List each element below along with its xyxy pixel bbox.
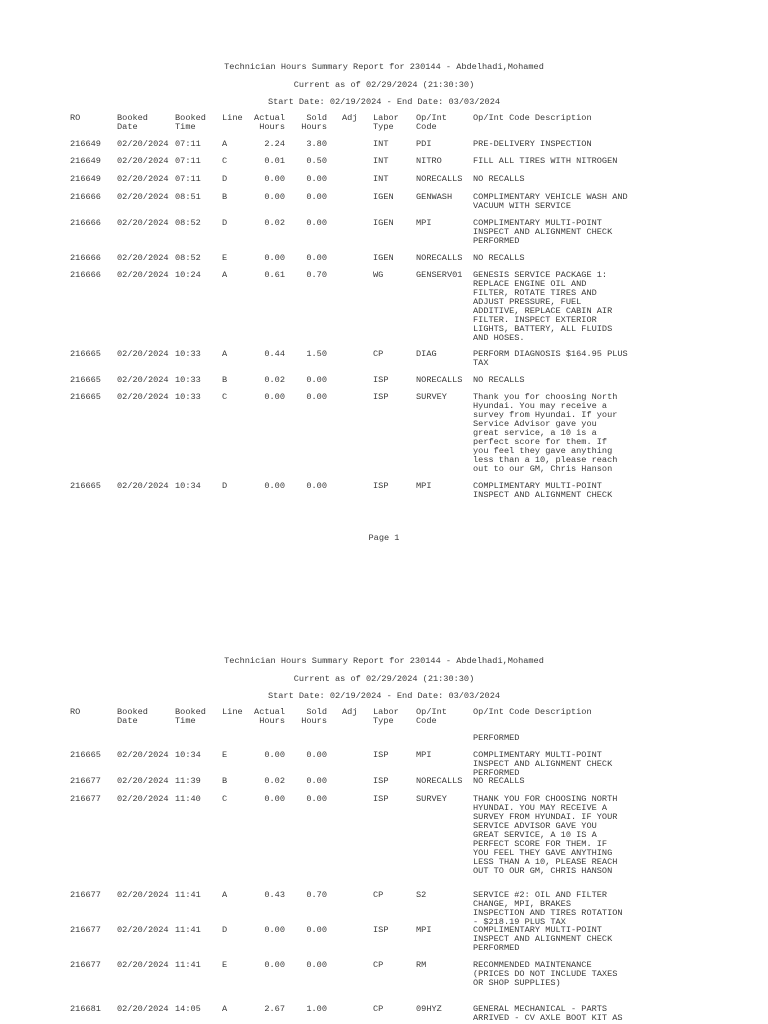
row-op-code: MPI: [416, 750, 432, 760]
col-ro: RO: [70, 707, 81, 717]
row-line: B: [222, 375, 228, 385]
row-sold-hours: 3.80: [306, 139, 327, 149]
current-as-of: Current as of 02/29/2024 (21:30:30): [293, 80, 475, 90]
row-sold-hours: 0.00: [306, 776, 327, 786]
row-booked-time: 10:33: [175, 349, 201, 359]
row-booked-time: 10:33: [175, 375, 201, 385]
row-description: Thank you for choosing North Hyundai. You may receive a survey from Hyundai. If your Service Advisor gave you great service, a 10 is a perfect score for them. If you feel they gave anything less than a 10, please reach out to our GM, Chris Hanson: [473, 392, 618, 474]
row-booked-time: 10:34: [175, 750, 201, 760]
row-line: A: [222, 270, 228, 280]
row-description: NO RECALLS: [473, 375, 525, 385]
row-op-code: GENWASH: [416, 192, 453, 202]
row-booked-time: 11:41: [175, 925, 201, 935]
row-description: COMPLIMENTARY MULTI-POINT INSPECT AND ALIGNMENT CHECK: [473, 481, 613, 500]
row-booked-time: 10:24: [175, 270, 201, 280]
row-actual-hours: 0.00: [264, 253, 285, 263]
row-labor-type: ISP: [373, 925, 389, 935]
row-labor-type: ISP: [373, 481, 389, 491]
row-booked-date: 02/20/2024: [117, 794, 169, 804]
row-op-code: NORECALLS: [416, 776, 463, 786]
row-booked-date: 02/20/2024: [117, 392, 169, 402]
col-ro: RO: [70, 113, 81, 123]
row-line: D: [222, 218, 228, 228]
row-ro: 216677: [70, 890, 101, 900]
row-booked-time: 07:11: [175, 174, 201, 184]
row-booked-time: 11:39: [175, 776, 201, 786]
row-labor-type: ISP: [373, 776, 389, 786]
row-op-code: NORECALLS: [416, 375, 463, 385]
row-description: PERFORM DIAGNOSIS $164.95 PLUS TAX: [473, 349, 628, 368]
row-labor-type: CP: [373, 960, 384, 970]
row-booked-time: 08:52: [175, 253, 201, 263]
row-sold-hours: 0.70: [306, 890, 327, 900]
row-actual-hours: 0.00: [264, 794, 285, 804]
row-ro: 216666: [70, 192, 101, 202]
col-adj: Adj: [342, 707, 358, 717]
col-line: Line: [222, 707, 243, 717]
row-ro: 216649: [70, 174, 101, 184]
row-ro: 216666: [70, 218, 101, 228]
row-line: E: [222, 960, 228, 970]
row-labor-type: CP: [373, 349, 384, 359]
row-booked-date: 02/20/2024: [117, 750, 169, 760]
row-actual-hours: 0.00: [264, 481, 285, 491]
row-line: A: [222, 1004, 228, 1014]
row-op-code: S2: [416, 890, 427, 900]
row-labor-type: INT: [373, 139, 389, 149]
row-booked-time: 10:34: [175, 481, 201, 491]
row-line: E: [222, 253, 228, 263]
row-sold-hours: 0.00: [306, 481, 327, 491]
row-line: A: [222, 890, 228, 900]
row-ro: 216677: [70, 776, 101, 786]
row-ro: 216665: [70, 481, 101, 491]
row-booked-date: 02/20/2024: [117, 270, 169, 280]
row-description: THANK YOU FOR CHOOSING NORTH HYUNDAI. YOU MAY RECEIVE A SURVEY FROM HYUNDAI. IF YOUR SERVICE ADVISOR GAVE YOU GREAT SERVICE, A 10 IS A PERFECT SCORE FOR THEM. IF YOU FEEL THEY GAVE ANYTHING LESS THAN A 10, PLEASE REACH OUT TO OUR GM, CHRIS HANSON: [473, 794, 618, 876]
row-description: NO RECALLS: [473, 253, 525, 263]
row-actual-hours: 0.44: [264, 349, 285, 359]
row-labor-type: INT: [373, 174, 389, 184]
row-booked-date: 02/20/2024: [117, 139, 169, 149]
row-booked-date: 02/20/2024: [117, 890, 169, 900]
row-ro: 216649: [70, 139, 101, 149]
row-sold-hours: 0.00: [306, 375, 327, 385]
row-sold-hours: 1.00: [306, 1004, 327, 1014]
col-sold-hours: Sold Hours: [301, 707, 327, 726]
row-op-code: NORECALLS: [416, 253, 463, 263]
row-description: COMPLIMENTARY MULTI-POINT INSPECT AND ALIGNMENT CHECK PERFORMED: [473, 218, 613, 246]
row-booked-time: 08:51: [175, 192, 201, 202]
row-description: COMPLIMENTARY MULTI-POINT INSPECT AND ALIGNMENT CHECK PERFORMED: [473, 750, 613, 778]
row-sold-hours: 0.00: [306, 750, 327, 760]
row-booked-date: 02/20/2024: [117, 1004, 169, 1014]
col-adj: Adj: [342, 113, 358, 123]
row-booked-time: 14:05: [175, 1004, 201, 1014]
row-actual-hours: 0.02: [264, 375, 285, 385]
row-line: C: [222, 156, 228, 166]
row-description: PRE-DELIVERY INSPECTION: [473, 139, 592, 149]
continuation-text: PERFORMED: [473, 733, 520, 743]
row-actual-hours: 0.02: [264, 218, 285, 228]
row-sold-hours: 0.00: [306, 174, 327, 184]
row-sold-hours: 0.00: [306, 960, 327, 970]
col-booked-time: Booked Time: [175, 707, 206, 726]
row-description: GENERAL MECHANICAL - PARTS ARRIVED - CV AXLE BOOT KIT AS: [473, 1004, 623, 1023]
row-sold-hours: 0.00: [306, 192, 327, 202]
row-description: GENESIS SERVICE PACKAGE 1: REPLACE ENGINE OIL AND FILTER, ROTATE TIRES AND ADJUST PRESSURE, FUEL ADDITIVE, REPLACE CABIN AIR FILTER. INSPECT EXTERIOR LIGHTS, BATTERY, ALL FLUIDS AND HOSES.: [473, 270, 613, 343]
row-ro: 216649: [70, 156, 101, 166]
col-actual-hours: Actual Hours: [254, 707, 285, 726]
row-actual-hours: 2.67: [264, 1004, 285, 1014]
row-booked-date: 02/20/2024: [117, 925, 169, 935]
row-ro: 216677: [70, 925, 101, 935]
row-sold-hours: 0.00: [306, 925, 327, 935]
row-booked-date: 02/20/2024: [117, 218, 169, 228]
row-description: FILL ALL TIRES WITH NITROGEN: [473, 156, 618, 166]
row-sold-hours: 0.00: [306, 218, 327, 228]
row-op-code: 09HYZ: [416, 1004, 442, 1014]
row-sold-hours: 0.70: [306, 270, 327, 280]
row-actual-hours: 0.01: [264, 156, 285, 166]
row-labor-type: ISP: [373, 750, 389, 760]
col-description: Op/Int Code Description: [473, 707, 592, 717]
row-ro: 216665: [70, 750, 101, 760]
row-labor-type: IGEN: [373, 192, 394, 202]
row-booked-date: 02/20/2024: [117, 375, 169, 385]
row-line: B: [222, 192, 228, 202]
row-booked-date: 02/20/2024: [117, 960, 169, 970]
row-sold-hours: 0.00: [306, 794, 327, 804]
row-labor-type: IGEN: [373, 218, 394, 228]
report-title: Technician Hours Summary Report for 230144 - Abdelhadi,Mohamed: [224, 62, 544, 72]
row-line: D: [222, 925, 228, 935]
row-op-code: MPI: [416, 481, 432, 491]
row-labor-type: CP: [373, 890, 384, 900]
row-booked-date: 02/20/2024: [117, 192, 169, 202]
row-op-code: DIAG: [416, 349, 437, 359]
col-sold-hours: Sold Hours: [301, 113, 327, 132]
row-ro: 216665: [70, 392, 101, 402]
row-booked-time: 07:11: [175, 156, 201, 166]
col-labor-type: Labor Type: [373, 707, 399, 726]
row-labor-type: ISP: [373, 392, 389, 402]
page-number: Page 1: [368, 533, 400, 543]
row-labor-type: ISP: [373, 375, 389, 385]
row-ro: 216677: [70, 960, 101, 970]
report-page-2: [0, 594, 768, 1024]
current-as-of: Current as of 02/29/2024 (21:30:30): [293, 674, 475, 684]
col-line: Line: [222, 113, 243, 123]
row-op-code: RM: [416, 960, 427, 970]
row-ro: 216666: [70, 253, 101, 263]
col-booked-time: Booked Time: [175, 113, 206, 132]
row-booked-date: 02/20/2024: [117, 174, 169, 184]
row-labor-type: CP: [373, 1004, 384, 1014]
report-title: Technician Hours Summary Report for 230144 - Abdelhadi,Mohamed: [224, 656, 544, 666]
row-op-code: PDI: [416, 139, 432, 149]
row-labor-type: INT: [373, 156, 389, 166]
row-description: NO RECALLS: [473, 776, 525, 786]
row-actual-hours: 0.02: [264, 776, 285, 786]
row-description: NO RECALLS: [473, 174, 525, 184]
row-line: B: [222, 776, 228, 786]
col-labor-type: Labor Type: [373, 113, 399, 132]
row-labor-type: ISP: [373, 794, 389, 804]
row-labor-type: IGEN: [373, 253, 394, 263]
col-booked-date: Booked Date: [117, 707, 148, 726]
col-op-code: Op/Int Code: [416, 113, 447, 132]
row-op-code: MPI: [416, 925, 432, 935]
row-booked-time: 08:52: [175, 218, 201, 228]
row-ro: 216677: [70, 794, 101, 804]
row-labor-type: WG: [373, 270, 384, 280]
row-actual-hours: 0.00: [264, 192, 285, 202]
row-booked-date: 02/20/2024: [117, 349, 169, 359]
row-actual-hours: 0.00: [264, 750, 285, 760]
row-booked-date: 02/20/2024: [117, 481, 169, 491]
row-actual-hours: 0.00: [264, 174, 285, 184]
col-actual-hours: Actual Hours: [254, 113, 285, 132]
row-op-code: GENSERV01: [416, 270, 463, 280]
row-op-code: NORECALLS: [416, 174, 463, 184]
row-ro: 216666: [70, 270, 101, 280]
row-ro: 216665: [70, 375, 101, 385]
row-ro: 216681: [70, 1004, 101, 1014]
row-description: COMPLIMENTARY VEHICLE WASH AND VACUUM WITH SERVICE: [473, 192, 628, 211]
row-ro: 216665: [70, 349, 101, 359]
row-booked-date: 02/20/2024: [117, 253, 169, 263]
row-booked-date: 02/20/2024: [117, 156, 169, 166]
row-booked-time: 07:11: [175, 139, 201, 149]
row-line: C: [222, 794, 228, 804]
date-range: Start Date: 02/19/2024 - End Date: 03/03/2024: [267, 691, 501, 701]
row-description: RECOMMENDED MAINTENANCE (PRICES DO NOT INCLUDE TAXES OR SHOP SUPPLIES): [473, 960, 618, 988]
row-line: A: [222, 139, 228, 149]
row-sold-hours: 0.00: [306, 392, 327, 402]
row-sold-hours: 0.50: [306, 156, 327, 166]
row-sold-hours: 0.00: [306, 253, 327, 263]
row-description: COMPLIMENTARY MULTI-POINT INSPECT AND ALIGNMENT CHECK PERFORMED: [473, 925, 613, 953]
row-line: C: [222, 392, 228, 402]
row-line: D: [222, 481, 228, 491]
row-sold-hours: 1.50: [306, 349, 327, 359]
date-range: Start Date: 02/19/2024 - End Date: 03/03/2024: [267, 97, 501, 107]
row-booked-date: 02/20/2024: [117, 776, 169, 786]
row-actual-hours: 0.00: [264, 392, 285, 402]
row-line: A: [222, 349, 228, 359]
row-actual-hours: 2.24: [264, 139, 285, 149]
row-line: D: [222, 174, 228, 184]
row-actual-hours: 0.43: [264, 890, 285, 900]
row-op-code: SURVEY: [416, 392, 447, 402]
row-actual-hours: 0.61: [264, 270, 285, 280]
row-booked-time: 11:41: [175, 890, 201, 900]
row-op-code: NITRO: [416, 156, 442, 166]
row-booked-time: 11:41: [175, 960, 201, 970]
row-actual-hours: 0.00: [264, 925, 285, 935]
col-description: Op/Int Code Description: [473, 113, 592, 123]
col-booked-date: Booked Date: [117, 113, 148, 132]
row-description: SERVICE #2: OIL AND FILTER CHANGE, MPI, BRAKES INSPECTION AND TIRES ROTATION - $218.19 PLUS TAX: [473, 890, 623, 927]
row-line: E: [222, 750, 228, 760]
row-actual-hours: 0.00: [264, 960, 285, 970]
row-booked-time: 11:40: [175, 794, 201, 804]
row-booked-time: 10:33: [175, 392, 201, 402]
col-op-code: Op/Int Code: [416, 707, 447, 726]
row-op-code: SURVEY: [416, 794, 447, 804]
row-op-code: MPI: [416, 218, 432, 228]
